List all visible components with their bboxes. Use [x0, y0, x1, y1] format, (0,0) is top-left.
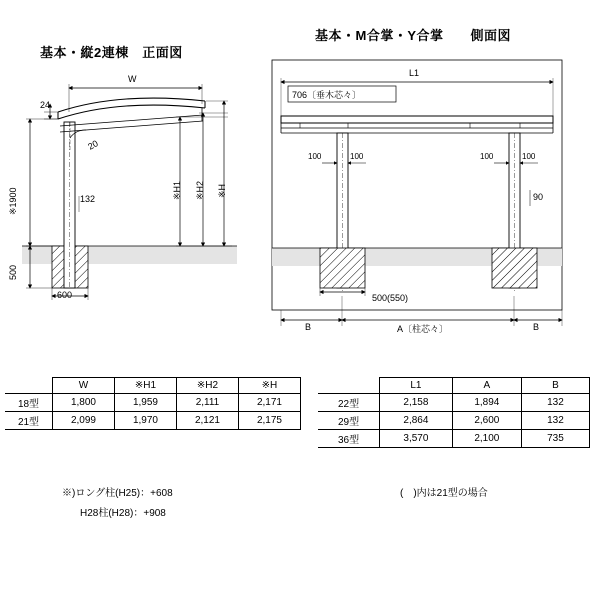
table-row	[318, 412, 590, 430]
th-w: W	[53, 378, 115, 394]
dim-label-l1: L1	[409, 68, 420, 78]
cell-model: 18型	[5, 394, 53, 412]
table-row	[5, 412, 301, 430]
cell-h: 2,175	[238, 412, 300, 430]
cell-model: 36型	[318, 430, 380, 448]
th-h1: ※H1	[114, 378, 176, 394]
note-h28-post: H28柱(H28)：+908	[80, 508, 166, 519]
th-b: B	[521, 378, 589, 394]
dim-label-100-c: 100	[480, 152, 494, 161]
cell-model: 21型	[5, 412, 53, 430]
cell-l1: 2,158	[380, 394, 453, 412]
right-diagram-title: 基本・M合掌・Y合掌 側面図	[315, 28, 512, 43]
note-long-post: ※)ロング柱(H25)：+608	[62, 488, 173, 499]
cell-model: 22型	[318, 394, 380, 412]
dim-label-500: 500	[8, 264, 18, 280]
cell-w: 1,800	[53, 394, 115, 412]
th-h2: ※H2	[176, 378, 238, 394]
cell-a: 2,100	[452, 430, 521, 448]
dim-label-h2: ※H2	[195, 180, 205, 200]
dim-label-24: 24	[40, 100, 51, 110]
dim-label-1900: ※1900	[8, 187, 18, 215]
dim-label-90: 90	[533, 192, 544, 202]
table-row	[318, 394, 590, 412]
table-header-row	[318, 378, 590, 394]
left-diagram-title: 基本・縦2連棟 正面図	[40, 45, 183, 60]
table-row	[318, 430, 590, 448]
cell-a: 2,600	[452, 412, 521, 430]
cell-w: 2,099	[53, 412, 115, 430]
cell-h1: 1,970	[114, 412, 176, 430]
dim-label-h: ※H	[217, 183, 227, 198]
cell-l1: 2,864	[380, 412, 453, 430]
th-blank	[318, 378, 380, 394]
cell-h2: 2,111	[176, 394, 238, 412]
cell-b: 735	[521, 430, 589, 448]
table-header-row	[5, 378, 301, 394]
th-h: ※H	[238, 378, 300, 394]
cell-h2: 2,121	[176, 412, 238, 430]
dim-label-132: 132	[80, 194, 96, 204]
dim-label-500-550: 500(550)	[372, 293, 409, 303]
cell-a: 1,894	[452, 394, 521, 412]
cell-h: 2,171	[238, 394, 300, 412]
dim-label-b-right: B	[533, 322, 540, 332]
dim-label-a: A〔柱芯々〕	[397, 324, 449, 334]
cell-l1: 3,570	[380, 430, 453, 448]
dim-label-100-a: 100	[308, 152, 322, 161]
dim-label-600: 600	[57, 290, 73, 300]
cell-b: 132	[521, 412, 589, 430]
dim-label-w: W	[128, 74, 137, 84]
cell-h1: 1,959	[114, 394, 176, 412]
th-a: A	[452, 378, 521, 394]
cell-model: 29型	[318, 412, 380, 430]
dim-label-706: 706〔垂木芯々〕	[292, 90, 362, 100]
dim-label-100-b: 100	[350, 152, 364, 161]
table-row	[5, 394, 301, 412]
cell-b: 132	[521, 394, 589, 412]
dim-label-h1: ※H1	[172, 180, 182, 200]
dim-label-b-left: B	[305, 322, 312, 332]
dim-label-angle: 20	[86, 138, 100, 152]
th-blank	[5, 378, 53, 394]
th-l1: L1	[380, 378, 453, 394]
dim-label-100-d: 100	[522, 152, 536, 161]
spec-table-right	[318, 377, 590, 448]
spec-table-left	[5, 377, 301, 430]
note-21-type: ( )内は21型の場合	[400, 488, 488, 499]
